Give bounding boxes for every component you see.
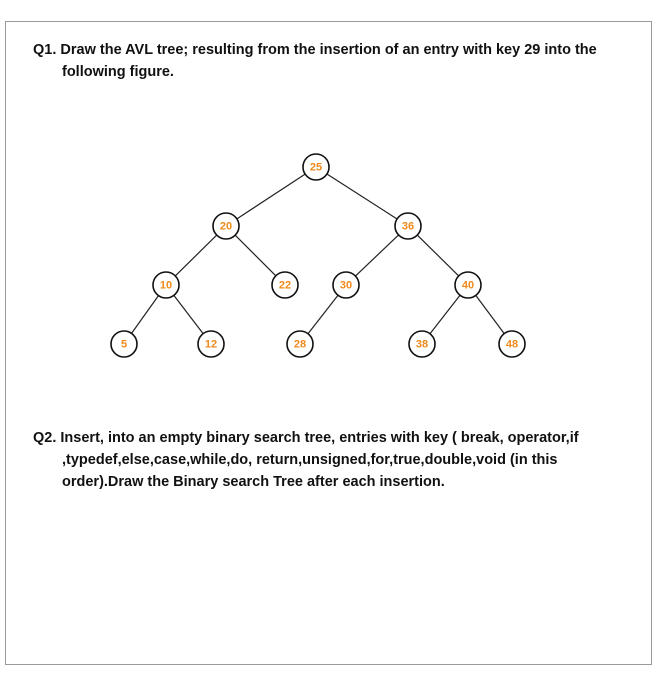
tree-node-key: 5 [120,338,128,351]
question-2-line-3: order).Draw the Binary search Tree after each insertion. [62,474,445,490]
tree-node-key: 28 [293,338,307,351]
tree-node-38 [409,331,435,357]
tree-node-key: 25 [309,161,323,174]
tree-edge-10-5 [132,296,159,334]
question-1-number: Q1. [33,42,57,58]
tree-node-25 [303,154,329,180]
question-1-line-2: following figure. [62,64,174,80]
tree-node-36 [395,213,421,239]
question-2-number: Q2. [33,430,57,446]
tree-edge-25-36 [327,174,397,219]
tree-edge-40-38 [430,295,460,333]
tree-edge-20-10 [175,235,216,276]
tree-node-key: 20 [219,220,233,233]
tree-node-40 [455,272,481,298]
tree-node-30 [333,272,359,298]
tree-node-20 [213,213,239,239]
tree-node-key: 36 [401,220,415,233]
tree-node-22 [272,272,298,298]
tree-edge-36-40 [417,235,458,276]
tree-node-28 [287,331,313,357]
tree-edges [132,174,505,334]
tree-node-10 [153,272,179,298]
tree-node-5 [111,331,137,357]
tree-edge-10-12 [174,295,203,333]
tree-nodes [111,154,525,357]
tree-node-key: 10 [159,279,173,292]
question-1-line-1: Draw the AVL tree; resulting from the insertion of an entry with key 29 into the [60,42,597,58]
tree-node-key: 30 [339,279,353,292]
tree-edge-40-48 [476,295,504,333]
question-2-line-2: ,typedef,else,case,while,do, return,unsigned,for,true,double,void (in this [62,452,558,468]
tree-node-key: 48 [505,338,519,351]
tree-edge-36-30 [355,235,398,276]
tree-node-12 [198,331,224,357]
tree-edge-30-28 [308,295,338,333]
tree-node-key: 38 [415,338,429,351]
question-2-line-1: Insert, into an empty binary search tree, entries with key ( break, operator,if [60,430,579,446]
tree-node-48 [499,331,525,357]
tree-node-key: 40 [461,279,475,292]
tree-node-key: 12 [204,338,218,351]
tree-edge-25-20 [237,174,305,219]
tree-edge-20-22 [235,235,276,276]
tree-node-key: 22 [278,279,292,292]
